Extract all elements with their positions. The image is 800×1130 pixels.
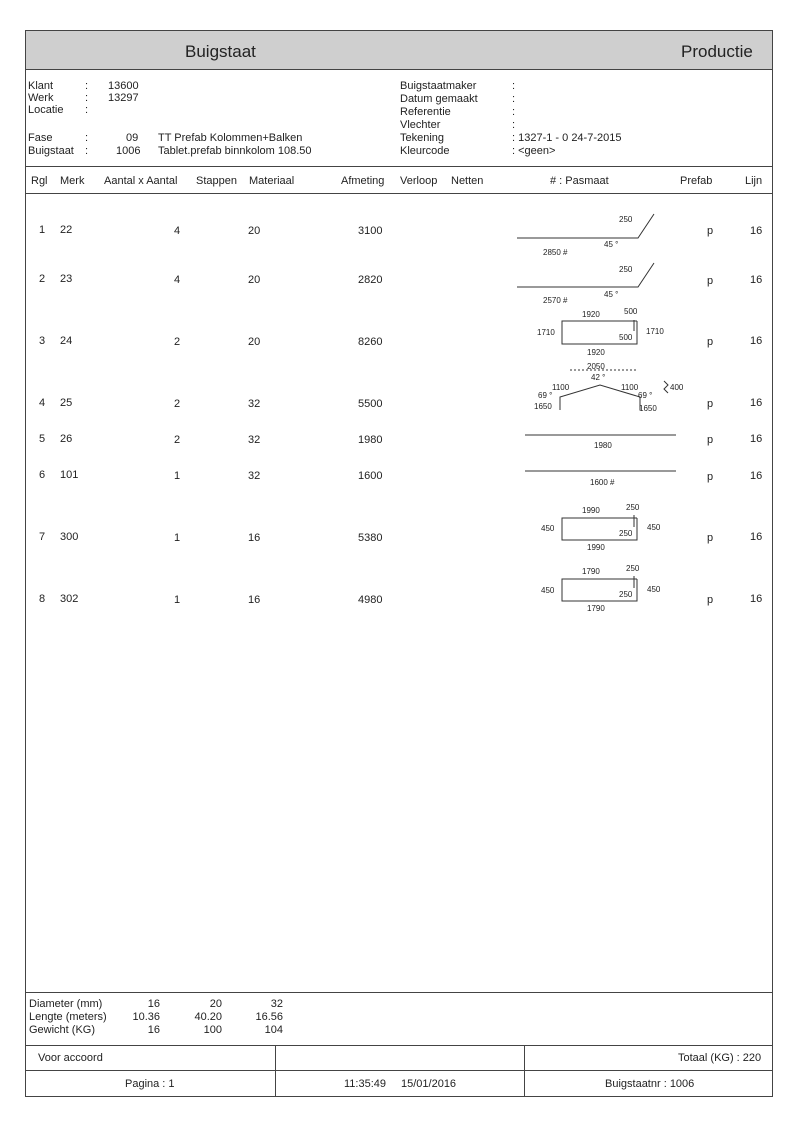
row-prefab: p (707, 275, 714, 287)
row-lijn: 16 (750, 433, 763, 445)
row-materiaal: 20 (248, 274, 261, 286)
shape-7-left: 450 (541, 524, 555, 533)
info-value-buigstaat: 1006 (116, 145, 141, 157)
row-materiaal: 32 (248, 470, 261, 482)
row-lijn: 16 (750, 274, 763, 286)
info-value-kleurcode: : <geen> (512, 145, 556, 157)
shape-4-lr: 1650 (639, 404, 657, 413)
info-label-tekening: Tekening (400, 132, 445, 144)
page-title: Buigstaat (185, 42, 256, 61)
info-sep: : (85, 92, 89, 104)
info-sep: : (85, 132, 89, 144)
row-materiaal: 32 (248, 398, 261, 410)
info-value: : (512, 80, 516, 92)
shape-4-al: 69 ° (538, 391, 553, 400)
shape-4-offset-label: 400 (670, 383, 684, 392)
shape-4-ar: 69 ° (638, 391, 653, 400)
shape-8-right: 450 (647, 585, 661, 594)
col-lijn: Lijn (745, 175, 763, 187)
row-lijn: 16 (750, 531, 763, 543)
info-label-buigstaatmaker: Buigstaatmaker (400, 80, 477, 92)
shape-6-len: 1600 # (590, 478, 615, 487)
shape-1-bottom: 2850 # (543, 248, 568, 257)
shape-5-len: 1980 (594, 441, 612, 450)
row-rgl: 2 (39, 273, 46, 285)
shape-4-ur: 1100 (621, 383, 639, 392)
summary-cell: 16 (147, 998, 160, 1010)
page-subtitle: Productie (681, 42, 753, 61)
info-label-buigstaat: Buigstaat (28, 145, 74, 157)
col-verloop: Verloop (400, 175, 438, 187)
row-afmeting: 1980 (358, 434, 383, 446)
row-afmeting: 5380 (358, 532, 383, 544)
shape-2-angle: 45 ° (604, 290, 619, 299)
row-merk: 302 (60, 593, 79, 605)
row-prefab: p (707, 398, 714, 410)
info-sep: : (85, 145, 89, 157)
row-aantal: 1 (174, 532, 181, 544)
row-materiaal: 32 (248, 434, 261, 446)
col-stappen: Stappen (196, 175, 237, 187)
summary-cell: 40.20 (194, 1011, 222, 1023)
row-prefab: p (707, 471, 714, 483)
shape-3-top: 1920 (582, 310, 600, 319)
row-lijn: 16 (750, 593, 763, 605)
col-aantal: Aantal x Aantal (104, 175, 178, 187)
shape-8-inner: 250 (619, 590, 633, 599)
shape-2-bottom: 2570 # (543, 296, 568, 305)
summary-cell: 16.56 (255, 1011, 283, 1023)
shape-8-top: 1790 (582, 567, 600, 576)
row-afmeting: 4980 (358, 594, 383, 606)
row-afmeting: 8260 (358, 336, 383, 348)
footer-pagina: Pagina : 1 (125, 1078, 175, 1090)
row-rgl: 6 (39, 469, 46, 481)
row-materiaal: 16 (248, 532, 261, 544)
footer-date: 15/01/2016 (401, 1078, 457, 1090)
row-afmeting: 3100 (358, 225, 383, 237)
row-lijn: 16 (750, 335, 763, 347)
row-prefab: p (707, 225, 714, 237)
info-label-werk: Werk (28, 92, 54, 104)
summary-cell: 32 (270, 998, 283, 1010)
row-merk: 24 (60, 335, 73, 347)
row-prefab: p (707, 434, 714, 446)
shape-3-hook-label: 500 (624, 307, 638, 316)
summary-cell: 100 (203, 1024, 222, 1036)
col-prefab: Prefab (680, 175, 713, 187)
info-value-klant: 13600 (108, 80, 139, 92)
shape-3-left: 1710 (537, 328, 555, 337)
shape-3-right: 1710 (646, 327, 664, 336)
col-afmeting: Afmeting (341, 175, 385, 187)
shape-1-line (517, 214, 654, 238)
summary-label-gewicht: Gewicht (KG) (29, 1024, 96, 1036)
row-prefab: p (707, 532, 714, 544)
shape-4-ul: 1100 (552, 383, 570, 392)
row-merk: 23 (60, 273, 73, 285)
info-label-referentie: Referentie (400, 106, 451, 118)
shape-1-top: 250 (619, 215, 633, 224)
col-netten: Netten (451, 175, 484, 187)
shape-7-inner: 250 (619, 529, 633, 538)
row-lijn: 16 (750, 470, 763, 482)
shape-4-apex: 42 ° (591, 373, 606, 382)
summary-label-diameter: Diameter (mm) (29, 998, 103, 1010)
info-label-fase: Fase (28, 132, 53, 144)
row-rgl: 8 (39, 593, 46, 605)
row-materiaal: 16 (248, 594, 261, 606)
footer-col-divider (275, 1045, 276, 1097)
row-afmeting: 5500 (358, 398, 383, 410)
row-merk: 101 (60, 469, 79, 481)
row-rgl: 3 (39, 335, 46, 347)
row-afmeting: 1600 (358, 470, 383, 482)
col-rgl: Rgl (31, 175, 48, 187)
footer-totaal: Totaal (KG) : 220 (678, 1052, 762, 1064)
shape-3-inner: 500 (619, 333, 633, 342)
shape-4-ll: 1650 (534, 402, 552, 411)
info-label-locatie: Locatie (28, 104, 64, 116)
footer-buigstaatnr: Buigstaatnr : 1006 (605, 1078, 695, 1090)
footer-voor-accoord: Voor accoord (38, 1052, 103, 1064)
summary-cell: 10.36 (132, 1011, 160, 1023)
row-merk: 26 (60, 433, 73, 445)
row-aantal: 1 (174, 594, 181, 606)
shape-2-line (517, 263, 654, 287)
footer-divider (25, 1045, 773, 1046)
footer-divider (25, 1070, 773, 1071)
row-aantal: 2 (174, 336, 181, 348)
row-rgl: 4 (39, 397, 46, 409)
summary-label-lengte: Lengte (meters) (29, 1011, 107, 1023)
row-prefab: p (707, 336, 714, 348)
shape-7-right: 450 (647, 523, 661, 532)
row-aantal: 2 (174, 398, 181, 410)
shape-2-top: 250 (619, 265, 633, 274)
row-merk: 25 (60, 397, 73, 409)
row-lijn: 16 (750, 225, 763, 237)
info-sep: : (85, 104, 89, 116)
info-value-fase: 09 (126, 132, 139, 144)
shape-7-hook-label: 250 (626, 503, 640, 512)
summary-cell: 20 (209, 998, 222, 1010)
info-label-vlechter: Vlechter (400, 119, 441, 131)
shape-1-angle: 45 ° (604, 240, 619, 249)
info-label-klant: Klant (28, 80, 54, 92)
info-value: : (512, 119, 516, 131)
shape-7-bottom: 1990 (587, 543, 605, 552)
col-pasmaat: # : Pasmaat (550, 175, 609, 187)
shape-8-left: 450 (541, 586, 555, 595)
row-rgl: 1 (39, 224, 46, 236)
shape-3-bottom: 1920 (587, 348, 605, 357)
row-lijn: 16 (750, 397, 763, 409)
row-rgl: 7 (39, 531, 46, 543)
shape-8-bottom: 1790 (587, 604, 605, 613)
footer-col-divider (524, 1045, 525, 1097)
info-label-kleurcode: Kleurcode (400, 145, 450, 157)
row-merk: 22 (60, 224, 73, 236)
info-desc-fase: TT Prefab Kolommen+Balken (158, 132, 303, 144)
row-afmeting: 2820 (358, 274, 383, 286)
row-aantal: 1 (174, 470, 181, 482)
shape-4-offset (664, 381, 668, 393)
col-materiaal: Materiaal (249, 175, 295, 187)
row-merk: 300 (60, 531, 79, 543)
info-value: : (512, 106, 516, 118)
row-aantal: 4 (174, 274, 181, 286)
summary-cell: 16 (147, 1024, 160, 1036)
info-value-tekening: : 1327-1 - 0 24-7-2015 (512, 132, 622, 144)
info-value: : (512, 93, 516, 105)
row-materiaal: 20 (248, 336, 261, 348)
col-merk: Merk (60, 175, 85, 187)
shape-4-span: 2050 (587, 362, 605, 371)
row-prefab: p (707, 594, 714, 606)
info-sep: : (85, 80, 89, 92)
info-label-datum: Datum gemaakt (400, 93, 478, 105)
footer-time: 11:35:49 (344, 1078, 387, 1090)
summary-divider (25, 992, 773, 993)
summary-cell: 104 (264, 1024, 283, 1036)
shape-8-hook-label: 250 (626, 564, 640, 573)
row-aantal: 4 (174, 225, 181, 237)
shape-7-top: 1990 (582, 506, 600, 515)
info-desc-buigstaat: Tablet.prefab binnkolom 108.50 (158, 145, 312, 157)
row-rgl: 5 (39, 433, 46, 445)
row-materiaal: 20 (248, 225, 261, 237)
row-aantal: 2 (174, 434, 181, 446)
info-value-werk: 13297 (108, 92, 139, 104)
